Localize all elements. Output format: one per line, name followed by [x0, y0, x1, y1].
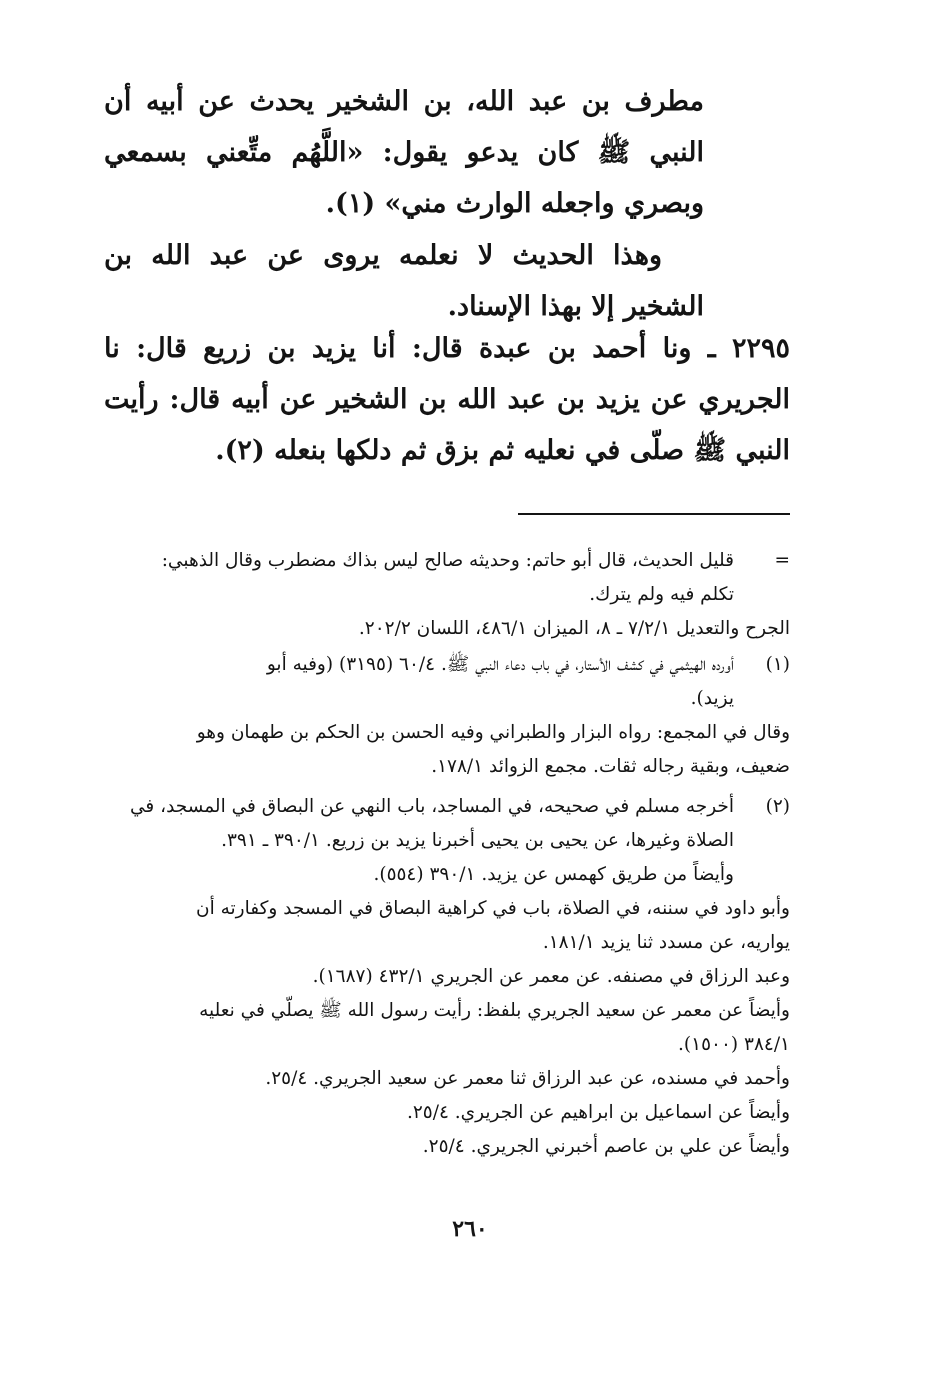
footnote-2-mark: (٢) [765, 796, 790, 817]
footnote-line: أورده الهيثمي في كشف الأستار، في باب دعاء النبي ﷺ. ٦٠/٤ (٣١٩٥) (وفيه أبو [266, 654, 734, 675]
footnote-1-mark: (١) [765, 654, 790, 675]
footnote-line: وأبو داود في سننه، في الصلاة، باب في كراهية البصاق في المسجد وكفارته أن [195, 898, 790, 919]
footnote-line: وقال في المجمع: رواه البزار والطبراني وفيه الحسن بن الحكم بن طهمان وهو [196, 722, 790, 743]
footnote-continuation [100, 544, 790, 646]
footnote-line: وأيضاً عن معمر عن سعيد الجريري بلفظ: رأيت رسول الله ﷺ يصلّي في نعليه [199, 1000, 790, 1021]
footnote-line: قليل الحديث، قال أبو حاتم: وحديثه صالح ليس بذاك مضطرب وقال الذهبي: [161, 550, 734, 571]
footnote-line: الجرح والتعديل ٧/٢/١ ـ ٨، الميزان ٤٨٦/١، اللسان ٢٠٢/٢. [358, 618, 790, 639]
footnote-line: يزيد). [690, 688, 734, 709]
hadith-text: ـ ونا أحمد بن عبدة قال: أنا يزيد بن زريع قال: نا الجريري عن يزيد بن عبد الله بن الشخير عن أبيه قال: رأيت النبي ﷺ صلّى في نعليه ثم بزق ثم دلكها بنعله (٢). [104, 333, 790, 466]
continuation-mark: = [774, 550, 790, 571]
page-number: ٢٦٠ [452, 1216, 488, 1242]
footnote-line: يواريه، عن مسدد ثنا يزيد ١٨١/١. [542, 932, 790, 953]
hadith-paragraph [104, 323, 790, 476]
footnote-line: وأيضاً من طريق كهمس عن يزيد. ٣٩٠/١ (٥٥٤). [373, 864, 734, 885]
main-paragraph-2: وهذا الحديث لا نعلمه يروى عن عبد الله بن الشخير إلا بهذا الإسناد. [104, 240, 704, 322]
footnote-line: وأيضاً عن اسماعيل بن ابراهيم عن الجريري. ٢٥/٤. [406, 1102, 790, 1123]
footnote-line: ضعيف، وبقية رجاله ثقات. مجمع الزوائد ١٧٨/١. [431, 756, 790, 777]
footnote-line: أخرجه مسلم في صحيحه، في المساجد، باب النهي عن البصاق في المسجد، في [129, 796, 734, 817]
footnote-2 [100, 790, 790, 1164]
hadith-number: ٢٢٩٥ [731, 333, 790, 364]
footnote-1 [100, 648, 790, 784]
footnote-line: تكلم فيه ولم يترك. [589, 584, 734, 605]
footnote-line: وأحمد في مسنده، عن عبد الرزاق ثنا معمر عن سعيد الجريري. ٢٥/٤. [265, 1068, 790, 1089]
footnote-line: ٣٨٤/١ (١٥٠٠). [678, 1034, 790, 1055]
main-paragraph-1: مطرف بن عبد الله، بن الشخير يحدث عن أبيه أن النبي ﷺ كان يدعو يقول: «اللَّهُم متِّعني بسمعي وبصري واجعله الوارث مني» (١). [104, 86, 704, 219]
footnote-line: وأيضاً عن علي بن عاصم أخبرني الجريري. ٢٥/٤. [422, 1136, 790, 1157]
footnote-separator [518, 513, 790, 515]
footnote-line: الصلاة وغيرها، عن يحيى بن يحيى أخبرنا يزيد بن زريع. ٣٩٠/١ ـ ٣٩١. [221, 830, 734, 851]
footnote-line: وعبد الرزاق في مصنفه. عن معمر عن الجريري ٤٣٢/١ (١٦٨٧). [312, 966, 790, 987]
